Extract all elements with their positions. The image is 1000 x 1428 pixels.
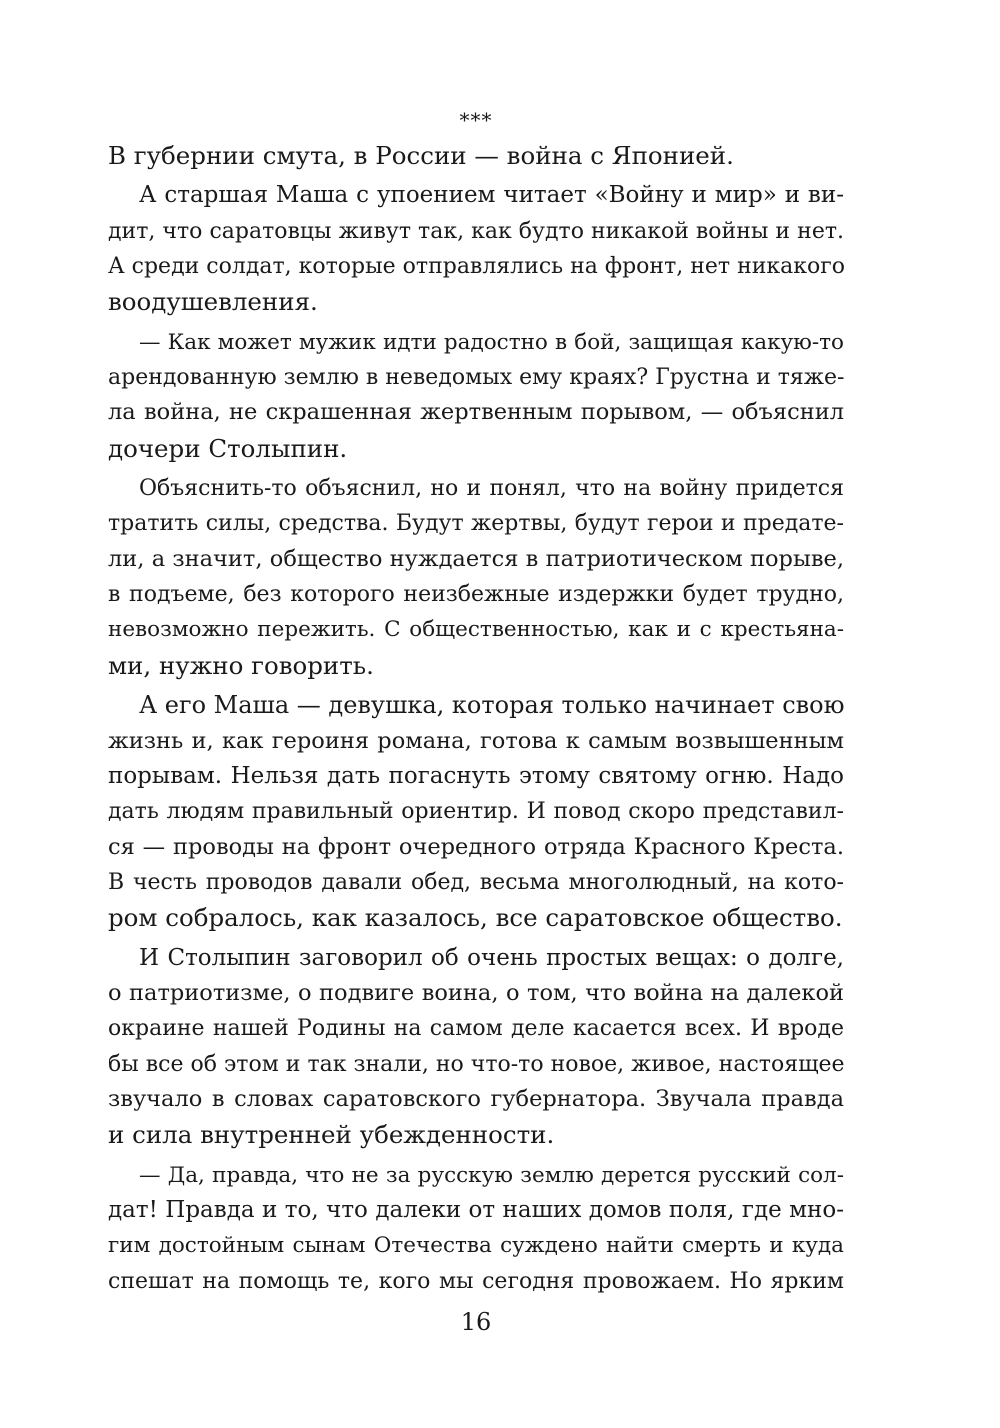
text-line: окраине нашей Родины на самом деле касается всех. И вроде bbox=[108, 1016, 844, 1042]
text-line: А старшая Маша с упоением читает «Войну и мир» и ви- bbox=[139, 182, 844, 209]
text-line: о патриотизме, о подвиге воина, о том, что война на далекой bbox=[108, 979, 844, 1006]
text-line: гим достойным сынам Отечества суждено найти смерть и куда bbox=[108, 1233, 844, 1259]
text-line: И Столыпин заговорил об очень простых вещах: о долге, bbox=[139, 944, 844, 971]
page-number: 16 bbox=[460, 1308, 492, 1336]
book-page bbox=[108, 0, 844, 1428]
text-line: и сила внутренней убежденности. bbox=[108, 1120, 555, 1150]
text-line: А среди солдат, которые отправлялись на фронт, нет никакого bbox=[108, 254, 846, 280]
text-line: тратить силы, средства. Будут жертвы, будут герои и предате- bbox=[108, 511, 844, 537]
text-line: ли, а значит, общество нуждается в патриотическом порыве, bbox=[108, 545, 844, 572]
text-line: звучало в словах саратовского губернатора. Звучала правда bbox=[108, 1085, 844, 1112]
text-line: — Как может мужик идти радостно в бой, защищая какую-то bbox=[139, 329, 844, 355]
text-line: ми, нужно говорить. bbox=[108, 650, 374, 680]
text-line: спешат на помощь те, кого мы сегодня провожаем. Но ярким bbox=[108, 1268, 844, 1294]
text-line: ся — проводы на фронт очередного отряда Красного Креста. bbox=[108, 833, 844, 860]
text-line: арендованную землю в неведомых ему краях? Грустна и тяже- bbox=[108, 365, 845, 391]
text-line: ла война, не скрашенная жертвенным порывом, — объяснил bbox=[108, 399, 844, 426]
text-line: жизнь и, как героиня романа, готова к самым возвышенным bbox=[108, 727, 844, 754]
text-line: порывам. Нельзя дать погаснуть этому святому огню. Надо bbox=[108, 762, 844, 789]
section-separator: *** bbox=[459, 108, 493, 132]
text-line: А его Маша — девушка, которая только начинает свою bbox=[139, 691, 845, 720]
text-line: в подъеме, без которого неизбежные издержки будет трудно, bbox=[108, 582, 844, 608]
text-line: дат! Правда и то, что далеки от наших домов поля, где мно- bbox=[108, 1196, 844, 1223]
text-line: дать людям правильный ориентир. И повод скоро представил- bbox=[108, 799, 844, 825]
text-line: В честь проводов давали обед, весьма многолюдный, на кото- bbox=[108, 869, 844, 895]
text-line: дит, что саратовцы живут так, как будто никакой войны и нет. bbox=[108, 218, 844, 244]
text-line: невозможно пережить. С общественностью, как и с крестьяна- bbox=[108, 617, 844, 643]
text-line: воодушевления. bbox=[108, 287, 318, 317]
text-line: бы все об этом и так знали, но что-то новое, живое, настоящее bbox=[108, 1051, 845, 1077]
text-line: Объяснить-то объяснил, но и понял, что на войну придется bbox=[139, 476, 844, 502]
text-line: ром собралось, как казалось, все саратовское общество. bbox=[108, 903, 843, 933]
text-line: — Да, правда, что не за русскую землю дерется русский сол- bbox=[139, 1162, 844, 1188]
body-text bbox=[108, 138, 844, 1299]
text-line: В губернии смута, в России — война с Японией. bbox=[108, 141, 734, 170]
text-line: дочери Столыпин. bbox=[108, 433, 348, 463]
